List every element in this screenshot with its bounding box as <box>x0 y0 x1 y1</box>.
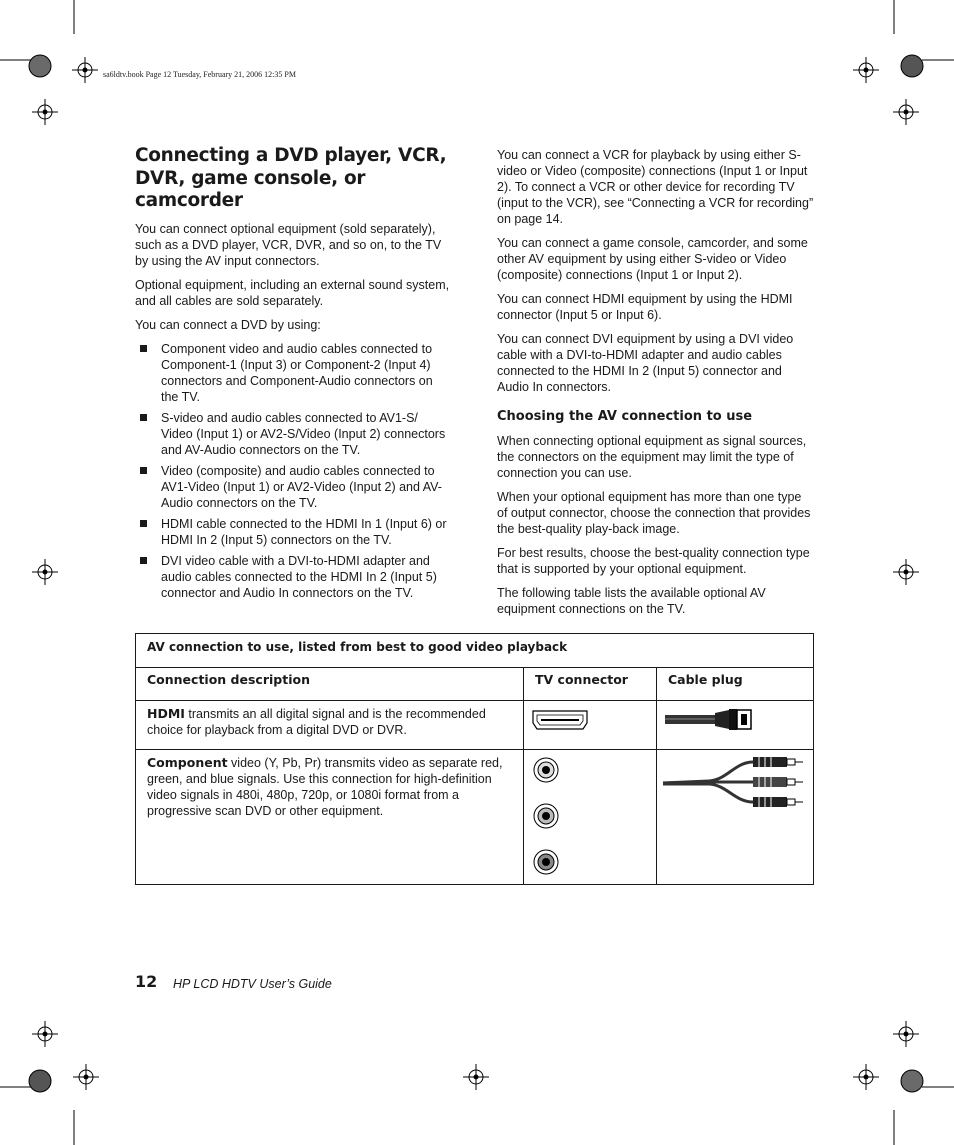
subsection-heading: Choosing the AV connection to use <box>497 409 753 424</box>
column-header-tv-connector: TV connector <box>524 668 657 701</box>
paragraph: You can connect a VCR for playback by using either S-video or Video (composite) connections (Input 1 or Input 2). To connect a VCR or other device for recording TV (input to the VCR), see “Connecting a VCR for recording” on page 14. <box>497 148 814 226</box>
component-cable-icon <box>657 750 813 880</box>
hdmi-connector-cell <box>524 701 657 750</box>
table-row <box>136 750 814 885</box>
bullet-square-icon <box>140 345 147 352</box>
bullet-square-icon <box>140 467 147 474</box>
paragraph: You can connect a DVD by using: <box>135 318 321 332</box>
footer-guide-title: HP LCD HDTV User’s Guide <box>173 977 332 991</box>
hdmi-plug-icon <box>657 701 813 745</box>
component-description: Component video (Y, Pb, Pr) transmits video as separate red, green, and blue signals. Use this connection for high-definition video signals in 480i, 480p, 720p, or 1080i format from a progressive scan DVD or other equipment. <box>136 750 524 885</box>
paragraph: You can connect DVI equipment by using a DVI video cable with a DVI-to-HDMI adapter and audio cables connected to the HDMI In 2 (Input 5) connector and Audio In connectors. <box>497 332 794 394</box>
av-connection-table <box>135 633 814 885</box>
list-item: HDMI cable connected to the HDMI In 1 (Input 6) or HDMI In 2 (Input 5) connectors on the TV. <box>135 516 450 548</box>
list-item: Component video and audio cables connected to Component-1 (Input 3) or Component-2 (Input 4) connectors and Component-Audio connectors on the TV. <box>135 341 450 405</box>
list-item: DVI video cable with a DVI-to-HDMI adapter and audio cables connected to the HDMI In 2 (Input 5) connector and Audio In connectors on the TV. <box>135 553 450 601</box>
left-column <box>135 221 450 606</box>
right-column <box>497 147 815 625</box>
paragraph: Optional equipment, including an external sound system, and all cables are sold separately. <box>135 278 450 308</box>
paragraph: When connecting optional equipment as signal sources, the connectors on the equipment may limit the type of connection you can use. <box>497 434 807 480</box>
table-caption: AV connection to use, listed from best to good video playback <box>136 634 814 668</box>
column-header-description: Connection description <box>136 668 524 701</box>
page-number: 12 <box>135 972 158 991</box>
table-row <box>136 701 814 750</box>
component-connector-cell <box>524 750 657 885</box>
paragraph: You can connect optional equipment (sold separately), such as a DVD player, VCR, DVR, and so on, to the TV by using the AV input connectors. <box>135 222 442 268</box>
paragraph: You can connect HDMI equipment by using the HDMI connector (Input 5 or Input 6). <box>497 292 793 322</box>
paragraph: You can connect a game console, camcorder, and some other AV equipment by using either S-video or Video (composite) connections (Input 1 or Input 2). <box>497 236 808 282</box>
bullet-square-icon <box>140 520 147 527</box>
rca-jacks-icon <box>524 750 584 880</box>
hdmi-plug-cell <box>657 701 814 750</box>
paragraph: When your optional equipment has more than one type of output connector, choose the connection that provides the best-quality play-back image. <box>497 490 811 536</box>
list-item: S-video and audio cables connected to AV1-S/ Video (Input 1) or AV2-S/Video (Input 2) connectors and AV-Audio connectors on the TV. <box>135 410 450 458</box>
hdmi-description: HDMI transmits an all digital signal and is the recommended choice for playback from a digital DVD or DVR. <box>136 701 524 750</box>
dvd-connection-list <box>135 341 450 601</box>
bullet-square-icon <box>140 557 147 564</box>
column-header-cable-plug: Cable plug <box>657 668 814 701</box>
component-plug-cell <box>657 750 814 885</box>
hdmi-port-icon <box>524 701 656 745</box>
paragraph: The following table lists the available optional AV equipment connections on the TV. <box>497 586 766 616</box>
list-item: Video (composite) and audio cables connected to AV1-Video (Input 1) or AV2-Video (Input 2) and AV-Audio connectors on the TV. <box>135 463 450 511</box>
bullet-square-icon <box>140 414 147 421</box>
print-header-line: sa6ldtv.book Page 12 Tuesday, February 21, 2006 12:35 PM <box>103 70 296 79</box>
paragraph: For best results, choose the best-quality connection type that is supported by your optional equipment. <box>497 546 810 576</box>
section-title: Connecting a DVD player, VCR, DVR, game console, or camcorder <box>135 145 447 211</box>
